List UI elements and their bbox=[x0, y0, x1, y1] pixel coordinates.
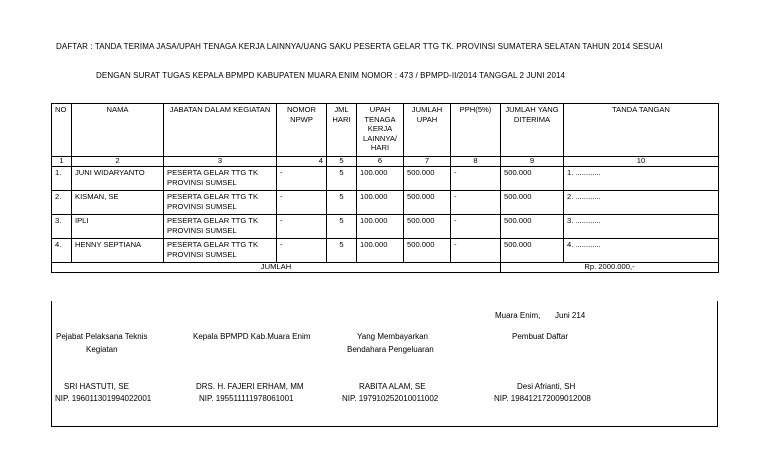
total-label: JUMLAH bbox=[52, 263, 501, 273]
cell-upah: 100.000 bbox=[357, 167, 404, 191]
signer-3-role: Yang Membayarkan bbox=[357, 332, 428, 341]
header-tanda-tangan: TANDA TANGAN bbox=[564, 104, 719, 157]
header-jml-hari: JML HARI bbox=[327, 104, 357, 157]
cell-jml: 5 bbox=[327, 215, 357, 239]
cell-no: 4. bbox=[52, 239, 72, 263]
cell-npwp: - bbox=[277, 239, 327, 263]
cell-jumlah: 500.000 bbox=[404, 167, 451, 191]
cell-nama: IPLI bbox=[72, 215, 164, 239]
cell-pph: - bbox=[451, 215, 501, 239]
cell-pph: - bbox=[451, 191, 501, 215]
cell-no: 1. bbox=[52, 167, 72, 191]
col-number: 9 bbox=[501, 157, 564, 167]
header-nama: NAMA bbox=[72, 104, 164, 157]
cell-no: 3. bbox=[52, 215, 72, 239]
col-number: 6 bbox=[357, 157, 404, 167]
signer-3-role-line2: Bendahara Pengeluaran bbox=[347, 345, 434, 354]
signature-line: 4. ............ bbox=[567, 240, 601, 249]
cell-tanda-tangan: 1. ............ bbox=[564, 167, 719, 191]
cell-nama: KISMAN, SE bbox=[72, 191, 164, 215]
place-label: Muara Enim, bbox=[495, 311, 541, 320]
cell-tanda-tangan bbox=[564, 191, 719, 215]
cell-jabatan: PESERTA GELAR TTG TK PROVINSI SUMSEL bbox=[164, 191, 277, 215]
receipt-table bbox=[51, 103, 719, 273]
header-upah-tenaga: UPAH TENAGA KERJA LAINNYA/ HARI bbox=[357, 104, 404, 157]
cell-no: 2. bbox=[52, 191, 72, 215]
table-row bbox=[52, 191, 719, 215]
col-number: 4 bbox=[277, 157, 327, 167]
cell-upah: 100.000 bbox=[357, 215, 404, 239]
header-pph: PPH(5%) bbox=[451, 104, 501, 157]
signature-line: 2. ............ bbox=[567, 192, 601, 201]
signer-1-role: Pejabat Pelaksana Teknis bbox=[56, 332, 148, 341]
cell-jumlah: 500.000 bbox=[404, 191, 451, 215]
cell-diterima: 500.000 bbox=[501, 215, 564, 239]
cell-jumlah: 500.000 bbox=[404, 239, 451, 263]
cell-diterima: 500.000 bbox=[501, 239, 564, 263]
col-number: 2 bbox=[72, 157, 164, 167]
cell-jml: 5 bbox=[327, 239, 357, 263]
cell-upah: 100.000 bbox=[357, 239, 404, 263]
table-row bbox=[52, 167, 719, 191]
signer-4-name: Desi Afrianti, SH bbox=[517, 382, 576, 391]
cell-diterima: 500.000 bbox=[501, 167, 564, 191]
signer-3-nip: NIP. 197910252010011002 bbox=[342, 394, 439, 403]
total-row bbox=[52, 263, 719, 273]
col-number: 8 bbox=[451, 157, 501, 167]
col-number: 3 bbox=[164, 157, 277, 167]
signer-1-role-line2: Kegiatan bbox=[86, 345, 118, 354]
column-number-row bbox=[52, 157, 719, 167]
cell-jabatan: PESERTA GELAR TTG TK PROVINSI SUMSEL bbox=[164, 167, 277, 191]
cell-jumlah: 500.000 bbox=[404, 215, 451, 239]
header-jumlah-upah: JUMLAH UPAH bbox=[404, 104, 451, 157]
header-npwp: NOMOR NPWP bbox=[277, 104, 327, 157]
total-value: Rp. 2000.000,- bbox=[501, 263, 719, 273]
header-diterima: JUMLAH YANG DITERIMA bbox=[501, 104, 564, 157]
cell-pph: - bbox=[451, 239, 501, 263]
signer-2-role: Kepala BPMPD Kab.Muara Enim bbox=[193, 332, 311, 341]
cell-npwp: - bbox=[277, 167, 327, 191]
cell-jml: 5 bbox=[327, 191, 357, 215]
signer-2-nip: NIP. 195511111978061001 bbox=[199, 394, 294, 403]
signer-2-name: DRS. H. FAJERI ERHAM, MM bbox=[196, 382, 304, 391]
signer-1-nip: NIP. 196011301994022001 bbox=[55, 394, 152, 403]
cell-diterima: 500.000 bbox=[501, 191, 564, 215]
signer-1-name: SRI HASTUTI, SE bbox=[64, 382, 129, 391]
table-row bbox=[52, 215, 719, 239]
cell-pph: - bbox=[451, 167, 501, 191]
signature-section bbox=[51, 301, 718, 427]
table-header-row bbox=[52, 104, 719, 157]
header-jabatan: JABATAN DALAM KEGIATAN bbox=[164, 104, 277, 157]
document-title-line2: DENGAN SURAT TUGAS KEPALA BPMPD KABUPATEN MUARA ENIM NOMOR : 473 / BPMPD-II/2014 TANGGAL 2 JUNI 2014 bbox=[96, 71, 566, 80]
cell-npwp: - bbox=[277, 191, 327, 215]
header-no: NO bbox=[52, 104, 72, 157]
cell-nama: JUNI WIDARYANTO bbox=[72, 167, 164, 191]
col-number: 10 bbox=[564, 157, 719, 167]
col-number: 1 bbox=[52, 157, 72, 167]
col-number: 5 bbox=[327, 157, 357, 167]
cell-npwp: - bbox=[277, 215, 327, 239]
col-number: 7 bbox=[404, 157, 451, 167]
document-title-line1: DAFTAR : TANDA TERIMA JASA/UPAH TENAGA KERJA LAINNYA/UANG SAKU PESERTA GELAR TTG TK. PROVINSI SUMATERA SELATAN TAHUN 2014 SESUAI bbox=[56, 42, 663, 51]
cell-tanda-tangan bbox=[564, 239, 719, 263]
cell-upah: 100.000 bbox=[357, 191, 404, 215]
cell-jabatan: PESERTA GELAR TTG TK PROVINSI SUMSEL bbox=[164, 215, 277, 239]
signer-4-role: Pembuat Daftar bbox=[512, 332, 569, 341]
table-row bbox=[52, 239, 719, 263]
cell-jabatan: PESERTA GELAR TTG TK PROVINSI SUMSEL bbox=[164, 239, 277, 263]
cell-nama: HENNY SEPTIANA bbox=[72, 239, 164, 263]
signer-4-nip: NIP. 198412172009012008 bbox=[494, 394, 591, 403]
date-label: Juni 214 bbox=[555, 311, 586, 320]
cell-jml: 5 bbox=[327, 167, 357, 191]
cell-tanda-tangan: 3. ............ bbox=[564, 215, 719, 239]
signer-3-name: RABITA ALAM, SE bbox=[359, 382, 426, 391]
